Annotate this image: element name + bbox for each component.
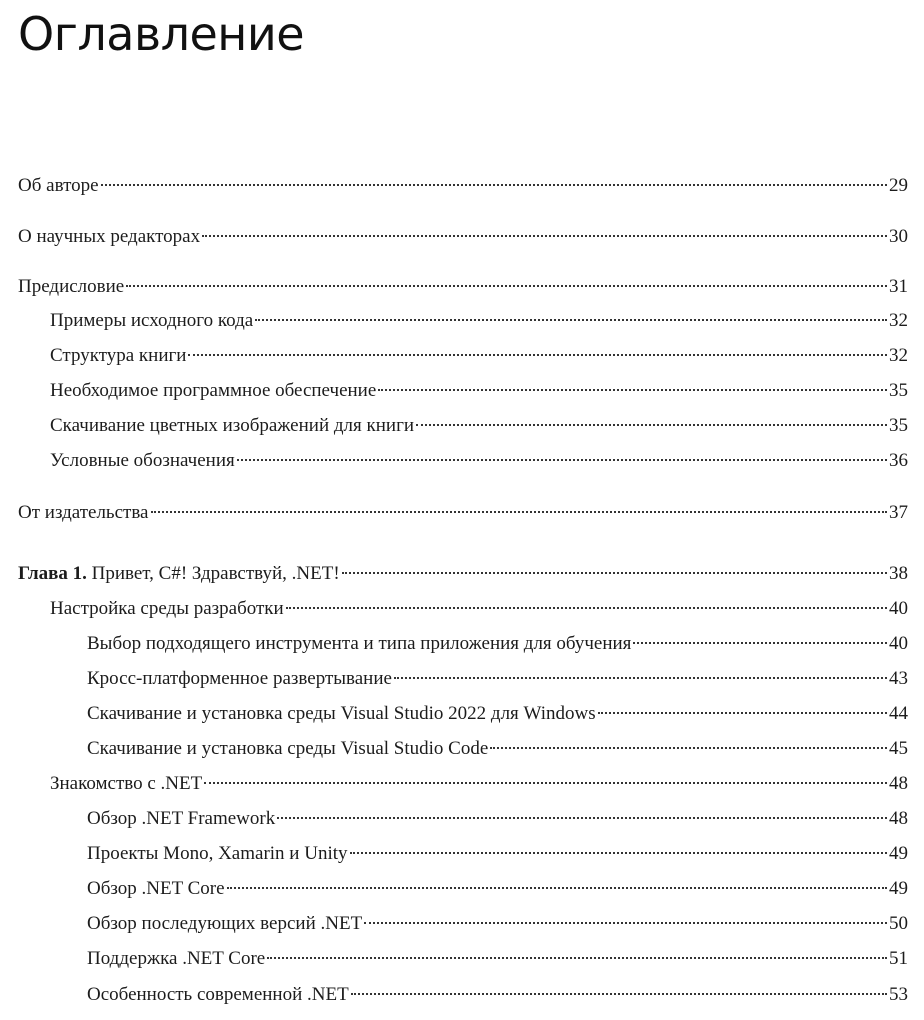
dot-leader [378, 389, 887, 391]
toc-entry-required-software[interactable] [50, 376, 908, 406]
chapter-label: Глава 1. [18, 563, 87, 584]
toc-page-number: 40 [889, 633, 908, 654]
dot-leader [286, 607, 887, 609]
dot-leader [490, 747, 887, 749]
toc-entry-text: Настройка среды разработки [50, 598, 284, 619]
toc-entry-text: Кросс-платформенное развертывание [87, 668, 392, 689]
dot-leader [204, 782, 887, 784]
toc-page-number: 31 [889, 276, 908, 297]
toc-entry-book-structure[interactable] [50, 341, 908, 371]
toc-entry-text: Условные обозначения [50, 450, 235, 471]
toc-entry-dotnet-framework[interactable] [87, 804, 908, 834]
toc-page-number: 51 [889, 948, 908, 969]
toc-entry-about-author[interactable] [18, 171, 908, 201]
chapter-title: Привет, C#! Здравствуй, .NET! [86, 563, 340, 584]
toc-entry-text: Скачивание и установка среды Visual Studio 2022 для Windows [87, 703, 596, 724]
toc-page-number: 35 [889, 380, 908, 401]
dot-leader [394, 677, 887, 679]
toc-entry-text [18, 559, 340, 589]
toc-entry-color-images[interactable] [50, 411, 908, 441]
toc-page-number: 40 [889, 598, 908, 619]
toc-entry-from-publisher[interactable] [18, 498, 908, 528]
toc-entry-cross-platform[interactable] [87, 664, 908, 694]
toc-page-number: 50 [889, 913, 908, 934]
toc-entry-later-dotnet-versions[interactable] [87, 909, 908, 939]
dot-leader [350, 852, 888, 854]
dot-leader [202, 235, 887, 237]
toc-page-number: 43 [889, 668, 908, 689]
toc-entry-text: Необходимое программное обеспечение [50, 380, 377, 401]
toc-page-number: 29 [889, 175, 908, 196]
dot-leader [267, 957, 887, 959]
toc-page-number: 32 [889, 310, 908, 331]
toc-entry-intro-dotnet[interactable] [50, 769, 908, 799]
toc-entry-dotnet-core[interactable] [87, 874, 908, 904]
toc-entry-text: Обзор последующих версий .NET [87, 913, 363, 934]
toc-entry-install-vscode[interactable] [87, 734, 908, 764]
dot-leader [101, 184, 887, 186]
toc-entry-text: Скачивание и установка среды Visual Studio Code [87, 738, 489, 759]
toc-entry-chapter-1[interactable] [18, 559, 908, 589]
dot-leader [633, 642, 887, 644]
toc-page-number: 30 [889, 226, 908, 247]
toc-entry-text: Обзор .NET Framework [87, 808, 276, 829]
toc-entry-text: Поддержка .NET Core [87, 948, 266, 969]
toc-page-number: 48 [889, 773, 908, 794]
toc-entry-text: Выбор подходящего инструмента и типа приложения для обучения [87, 633, 632, 654]
dot-leader [277, 817, 887, 819]
toc-entry-install-vs2022[interactable] [87, 699, 908, 729]
toc-page-number: 44 [889, 703, 908, 724]
dot-leader [351, 993, 887, 995]
toc-entry-text: Об авторе [18, 175, 99, 196]
toc-entry-text: Знакомство с .NET [50, 773, 203, 794]
dot-leader [598, 712, 887, 714]
toc-entry-text: Обзор .NET Core [87, 878, 225, 899]
toc-page-number: 45 [889, 738, 908, 759]
toc-page-number: 32 [889, 345, 908, 366]
dot-leader [237, 459, 887, 461]
dot-leader [227, 887, 887, 889]
toc-page-number: 37 [889, 502, 908, 523]
dot-leader [151, 511, 888, 513]
toc-page-number: 38 [889, 563, 908, 584]
dot-leader [416, 424, 887, 426]
toc-entry-code-samples[interactable] [50, 306, 908, 336]
toc-entry-text: О научных редакторах [18, 226, 201, 247]
toc-entry-science-editors[interactable] [18, 222, 908, 252]
page-title: Оглавление [18, 7, 305, 61]
toc-entry-text: Особенность современной .NET [87, 984, 349, 1005]
toc-page-number: 49 [889, 843, 908, 864]
toc-entry-conventions[interactable] [50, 446, 908, 476]
toc-entry-modern-dotnet[interactable] [87, 980, 908, 1010]
toc-entry-text: Предисловие [18, 276, 125, 297]
toc-entry-text: От издательства [18, 502, 149, 523]
toc-entry-text: Примеры исходного кода [50, 310, 254, 331]
toc-entry-mono-xamarin-unity[interactable] [87, 839, 908, 869]
toc-entry-choosing-tools[interactable] [87, 629, 908, 659]
toc-entry-preface[interactable] [18, 272, 908, 302]
toc-page-number: 49 [889, 878, 908, 899]
dot-leader [364, 922, 887, 924]
toc-page-number: 48 [889, 808, 908, 829]
toc-page-number: 35 [889, 415, 908, 436]
toc-entry-dev-environment[interactable] [50, 594, 908, 624]
toc-entry-text: Скачивание цветных изображений для книги [50, 415, 415, 436]
toc-page-number: 36 [889, 450, 908, 471]
dot-leader [188, 354, 887, 356]
toc-entry-dotnet-core-support[interactable] [87, 944, 908, 974]
dot-leader [255, 319, 887, 321]
toc-entry-text: Проекты Mono, Xamarin и Unity [87, 843, 348, 864]
toc-entry-text: Структура книги [50, 345, 187, 366]
toc-page-number: 53 [889, 984, 908, 1005]
dot-leader [342, 572, 887, 574]
dot-leader [126, 285, 887, 287]
